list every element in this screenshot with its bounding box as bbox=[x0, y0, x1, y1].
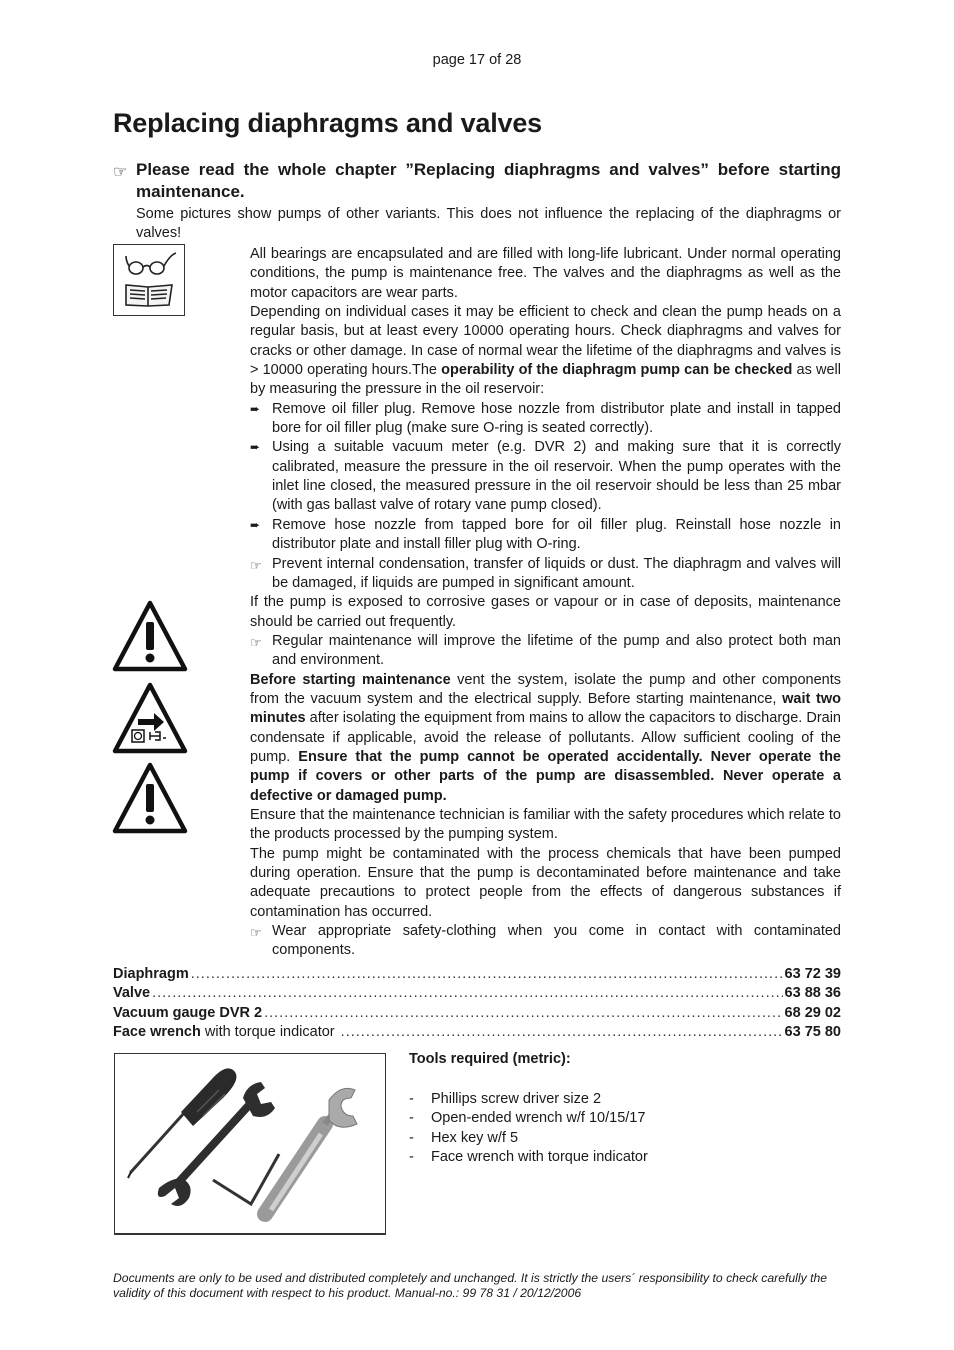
warning-triangle-icon bbox=[112, 762, 188, 834]
parts-row: Face wrench with torque indicator ..... 63 75 80 bbox=[113, 1023, 841, 1042]
tools-image bbox=[114, 1053, 386, 1235]
list-item: - Phillips screw driver size 2 bbox=[409, 1090, 648, 1109]
read-manual-icon bbox=[113, 244, 185, 316]
hint-item: ☞ Regular maintenance will improve the lifetime of the pump and also protect both man and environment. bbox=[250, 632, 841, 669]
hint-item: ☞ Wear appropriate safety-clothing when you come in contact with contaminated components. bbox=[250, 923, 841, 959]
paragraph: The pump might be contaminated with the process chemicals that have been pumped during operation. Ensure that the pump is decontaminated before maintenance and take adequate precautions to protect people from the effects of dangerous substances if contamination has occurred. bbox=[250, 845, 841, 920]
part-number: 68 29 02 bbox=[784, 1004, 841, 1021]
tools-heading: Tools required (metric): bbox=[409, 1051, 571, 1067]
step-item: ➨ Using a suitable vacuum meter (e.g. DVR 2) and making sure that it is correctly calibrated, measure the pressure in the oil reservoir. When the pump operates with the inlet line closed, the measured pressure in the oil reservoir should be less than 25 mbar (with gas ballast valve of rotary vane pump closed). bbox=[250, 439, 841, 514]
paragraph: Depending on individual cases it may be efficient to check and clean the pump heads on a regular basis, but at least every 10000 operating hours. Check diaphragms and valves for cracks or other damage. In case of normal wear the lifetime of the diaphragms and valves is > 10000 operating hours.The operability of the diaphragm pump can be checked as well by measuring the pressure in the oil reservoir: bbox=[250, 304, 841, 398]
list-item: - Open-ended wrench w/f 10/15/17 bbox=[409, 1109, 648, 1128]
parts-list bbox=[113, 965, 841, 1043]
pointing-hand-icon: ☞ bbox=[250, 925, 262, 941]
page-number: page 17 of 28 bbox=[432, 52, 522, 68]
part-name: Valve bbox=[113, 985, 151, 1002]
page-title: Replacing diaphragms and valves bbox=[113, 108, 542, 138]
warning-triangle-icon bbox=[112, 600, 188, 672]
hint-item: ☞ Prevent internal condensation, transfer of liquids or dust. The diaphragm and valves will be damaged, if liquids are pumped in significant amount. bbox=[250, 555, 841, 591]
list-item: - Hex key w/f 5 bbox=[409, 1129, 648, 1148]
part-number: 63 75 80 bbox=[784, 1024, 841, 1041]
pointing-hand-icon: ☞ bbox=[250, 634, 262, 650]
part-name: Face wrench bbox=[113, 1024, 201, 1041]
paragraph: All bearings are encapsulated and are filled with long-life lubricant. Under normal operating conditions, the pump is maintenance free. The valves and the diaphragms as well as the motor capacitors are wear parts. bbox=[250, 246, 841, 301]
arrow-right-icon: ➨ bbox=[250, 401, 261, 416]
part-name: Diaphragm bbox=[113, 966, 189, 982]
parts-row bbox=[113, 965, 841, 984]
screwdriver-icon bbox=[128, 1068, 237, 1178]
step-item: ➨ Remove oil filler plug. Remove hose nozzle from distributor plate and install in tapped bore for oil filler plug (make sure O-ring is seated correctly). bbox=[250, 400, 841, 437]
tools-list bbox=[409, 1090, 648, 1168]
pointing-hand-icon: ☞ bbox=[250, 557, 262, 573]
paragraph: If the pump is exposed to corrosive gases or vapour or in case of deposits, maintenance should be carried out frequently. bbox=[250, 594, 841, 630]
arrow-right-icon: ➨ bbox=[250, 517, 261, 532]
pointing-hand-icon: ☞ bbox=[113, 164, 128, 181]
arrow-right-icon: ➨ bbox=[250, 440, 261, 455]
note-subtext: Some pictures show pumps of other variants. This does not influence the replacing of the diaphragms or valves! bbox=[136, 206, 841, 242]
parts-row bbox=[113, 1004, 841, 1023]
important-note: Please read the whole chapter ”Replacing diaphragms and valves” before starting maintenance. bbox=[136, 160, 841, 201]
list-item: - Face wrench with torque indicator bbox=[409, 1148, 648, 1167]
part-number: 63 88 36 bbox=[784, 985, 841, 1002]
face-wrench-icon bbox=[265, 1088, 357, 1214]
footer-disclaimer: Documents are only to be used and distributed completely and unchanged. It is strictly the users´ responsibility to check carefully the validity of this document with respect to his product. Manual-no.: 99 78 31 / 20/12/2006 bbox=[113, 1271, 828, 1300]
parts-row bbox=[113, 984, 841, 1003]
maintenance-text bbox=[250, 245, 841, 961]
paragraph: Ensure that the maintenance technician is familiar with the safety procedures which relate to the products processed by the pumping system. bbox=[250, 806, 841, 843]
step-item: ➨ Remove hose nozzle from tapped bore for oil filler plug. Reinstall hose nozzle in distributor plate and install filler plug with O-ring. bbox=[250, 516, 841, 553]
part-number: 63 72 39 bbox=[784, 966, 841, 982]
paragraph: Before starting maintenance vent the system, isolate the pump and other components from the vacuum system and the electrical supply. Before starting maintenance, wait two minutes after isolating the equipment from mains to allow the capacitors to discharge. Drain condensate if applicable, avoid the release of pollutants. Allow sufficient cooling of the pump. Ensure that the pump cannot be operated accidentally. Never operate the pump if covers or other parts of the pump are disassembled. Never operate a defective or damaged pump. bbox=[250, 671, 841, 804]
part-name: Vacuum gauge DVR 2 bbox=[113, 1004, 263, 1021]
disconnect-mains-icon bbox=[112, 682, 188, 754]
